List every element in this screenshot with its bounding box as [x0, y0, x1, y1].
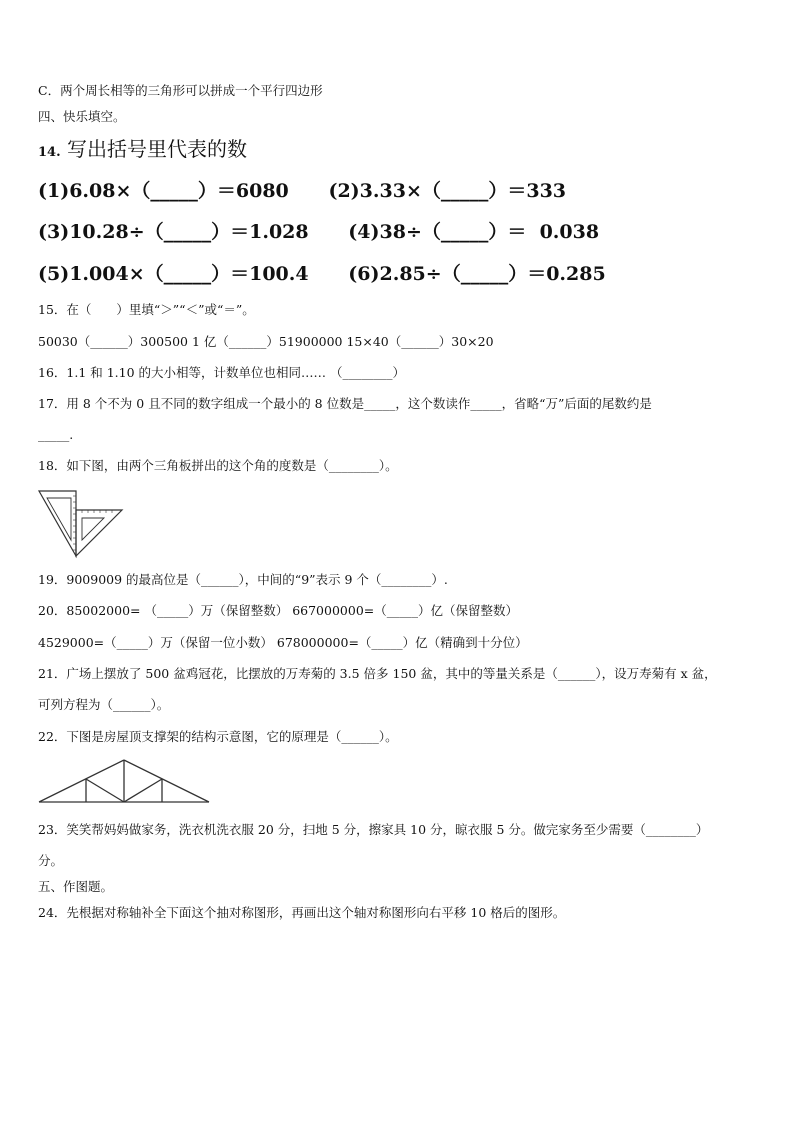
section-4-heading: 四、快乐填空。: [38, 109, 126, 124]
q22: 22．下图是房屋顶支撑架的结构示意图，它的原理是（______）。: [38, 729, 398, 744]
q21-line-2: 可列方程为（______）。: [38, 697, 170, 712]
q14-number: 14.: [38, 145, 61, 160]
q16: 16．1.1 和 1.10 的大小相等，计数单位也相同…… （________）: [38, 365, 406, 380]
q19: 19．9009009 的最高位是（______），中间的“9”表示 9 个（________）.: [38, 572, 448, 587]
q21-line-1: 21．广场上摆放了 500 盆鸡冠花，比摆放的万寿菊的 3.5 倍多 150 盆，其中的等量关系是（______），设万寿菊有 x 盆，: [38, 666, 717, 681]
q17-line-1: 17．用 8 个不为 0 且不同的数字组成一个最小的 8 位数是_____，这个数读作_____，省略“万”后面的尾数约是: [38, 396, 652, 411]
q14-row-3: (5)1.004×（_____）＝100.4 (6)2.85÷（_____）＝0.285: [38, 263, 606, 285]
q23-line-1: 23．笑笑帮妈妈做家务，洗衣机洗衣服 20 分，扫地 5 分，擦家具 10 分，晾衣服 5 分。做完家务至少需要（________）: [38, 822, 709, 837]
q14-heading: [38, 137, 247, 165]
q14-title: 写出括号里代表的数: [66, 137, 247, 161]
q18: 18．如下图，由两个三角板拼出的这个角的度数是（________）。: [38, 458, 398, 473]
option-c: C．两个周长相等的三角形可以拼成一个平行四边形: [38, 83, 323, 98]
q23-line-2: 分。: [38, 853, 64, 868]
section-5-heading: 五、作图题。: [38, 879, 114, 894]
triangle-rulers-figure: [38, 490, 128, 560]
q20-line-1: 20．85002000= （_____）万（保留整数） 667000000=（_____）亿（保留整数）: [38, 603, 518, 618]
q15-items: 50030（______）300500 1 亿（______）51900000 15×40（______）30×20: [38, 334, 494, 349]
q17-line-2: _____.: [38, 427, 74, 442]
q14-row-1: (1)6.08×（_____）＝6080 (2)3.33×（_____）＝333: [38, 180, 567, 202]
q14-row-2: (3)10.28÷（_____）＝1.028 (4)38÷（_____）＝ 0.038: [38, 221, 600, 243]
roof-truss-figure: [38, 758, 210, 804]
q15: 15．在（ ）里填“＞”“＜”或“＝”。: [38, 302, 255, 317]
q20-line-2: 4529000=（_____）万（保留一位小数） 678000000=（_____）亿（精确到十分位）: [38, 635, 528, 650]
q24: 24．先根据对称轴补全下面这个抽对称图形，再画出这个轴对称图形向右平移 10 格后的图形。: [38, 905, 566, 920]
